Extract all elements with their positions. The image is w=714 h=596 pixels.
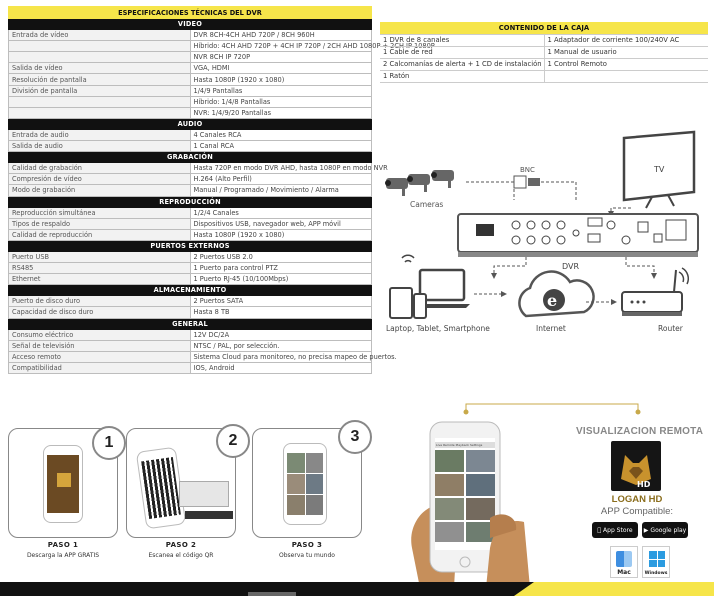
spec-section-header [9,196,372,207]
spec-value: Hasta 1080P (1920 x 1080) [190,74,372,85]
spec-section-label: ALMACENAMIENTO [9,285,372,296]
spec-section-label: REPRODUCCIÓN [9,196,372,207]
spec-value: 1 Puerto para control PTZ [190,263,372,274]
app-compatible-label: APP Compatible: [600,506,674,517]
devices-label: Laptop, Tablet, Smartphone [386,324,490,333]
spec-value: 1/2/4 Canales [190,207,372,218]
spec-value: Hasta 720P en modo DVR AHD, hasta 1080P en modo NVR [190,163,372,174]
spec-value: Manual / Programado / Movimiento / Alarma [190,185,372,196]
spec-row [9,107,372,118]
app-store-label: App Store [601,526,631,534]
spec-value: DVR 8CH-4CH AHD 720P / 8CH 960H [190,30,372,41]
spec-section-header [9,118,372,129]
spec-value: NVR: 1/4/9/20 Pantallas [190,107,372,118]
spec-key: Puerto de disco duro [9,296,191,307]
spec-table-title-row [9,7,372,19]
spec-row [9,251,372,262]
spec-key: Señal de televisión [9,340,191,351]
play-icon: ▶ [643,526,649,534]
box-contents-item: 1 Ratón [380,70,544,82]
spec-section-header [9,285,372,296]
spec-value: Hasta 8 TB [190,307,372,318]
spec-row [9,41,372,52]
spec-row [9,207,372,218]
step-1-description: Descarga la APP GRATIS [26,552,100,559]
box-contents-title: CONTENIDO DE LA CAJA [380,22,708,34]
box-contents-title-row [380,22,708,34]
spec-key: Entrada de vídeo [9,30,191,41]
box-contents-item: 2 Calcomanías de alerta + 1 CD de instalación [380,58,544,70]
box-contents-item: 1 Adaptador de corriente 100/240V AC [544,34,708,46]
spec-row [9,52,372,63]
spec-section-header [9,318,372,329]
mac-label: Mac [617,569,631,576]
footer-accent [514,582,714,596]
box-contents-row [380,58,708,70]
spec-section-label: PUERTOS EXTERNOS [9,240,372,251]
spec-value: 1 Puerto RJ-45 (10/100Mbps) [190,274,372,285]
internet-cloud-icon [519,272,593,316]
spec-value: 12V DC/2A [190,329,372,340]
spec-value: 2 Puertos USB 2.0 [190,251,372,262]
spec-row [9,163,372,174]
apple-icon [597,527,601,534]
box-contents-table [380,22,708,83]
phone-cameras-icon [283,443,327,525]
spec-row [9,263,372,274]
bnc-label: BNC [520,166,535,174]
spec-section-label: GRABACIÓN [9,152,372,163]
spec-value: 1 Canal RCA [190,141,372,152]
remote-view-title: VISUALIZACION REMOTA [576,426,704,437]
spec-row [9,30,372,41]
spec-key [9,96,191,107]
spec-key [9,107,191,118]
spec-value: 1/4/9 Pantallas [190,85,372,96]
dvr-unit-icon [185,511,233,519]
box-contents-item: 1 DVR de 8 canales [380,34,544,46]
spec-value: 2 Puertos SATA [190,296,372,307]
router-icon [622,268,688,316]
step-3-description: Observa tu mundo [279,552,335,559]
spec-row [9,340,372,351]
box-contents-item: 1 Manual de usuario [544,46,708,58]
cameras-icon [385,170,454,196]
spec-value: IOS, Android [190,362,372,373]
spec-row [9,362,372,373]
spec-row [9,63,372,74]
spec-section-header [9,152,372,163]
spec-value: Híbrido: 4CH AHD 720P + 4CH IP 720P / 2CH AHD 1080P + 2CH IP 1080P [190,41,372,52]
spec-row [9,229,372,240]
spec-section-header [9,19,372,30]
spec-key [9,52,191,63]
dvr-box-icon [179,481,229,507]
spec-row [9,185,372,196]
spec-key: Consumo eléctrico [9,329,191,340]
box-contents-item: 1 Control Remoto [544,58,708,70]
spec-value: VGA, HDMI [190,63,372,74]
step-2-label: PASO 2 [165,541,197,549]
internet-label: Internet [536,324,566,333]
spec-row [9,296,372,307]
spec-key [9,41,191,52]
box-contents-item: 1 Cable de red [380,46,544,58]
spec-value: Dispositivos USB, navegador web, APP móvil [190,218,372,229]
spec-key: División de pantalla [9,85,191,96]
dvr-label: DVR [562,262,580,271]
spec-value: Híbrido: 1/4/8 Pantallas [190,96,372,107]
spec-row [9,351,372,362]
spec-section-header [9,240,372,251]
spec-row [9,218,372,229]
google-play-label: Google play [650,526,687,534]
laptop-tablet-smartphone-icon [390,255,470,318]
spec-key: Ethernet [9,274,191,285]
step-2-description: Escanea el código QR [148,552,214,559]
finder-icon [616,551,632,567]
spec-row [9,74,372,85]
box-contents-row [380,70,708,82]
app-name: LOGAN HD [611,494,663,505]
step-1-label: PASO 1 [47,541,79,549]
cameras-label: Cameras [410,200,444,209]
dvr-icon [458,214,698,257]
wolf-logo-icon [611,441,661,491]
spec-key: Compresión de vídeo [9,174,191,185]
spec-value: Hasta 1080P (1920 x 1080) [190,229,372,240]
spec-row [9,174,372,185]
box-contents-row [380,46,708,58]
spec-row [9,85,372,96]
windows-icon [649,551,665,567]
windows-label: Windows [644,571,668,576]
spec-key: Calidad de reproducción [9,229,191,240]
spec-value: 4 Canales RCA [190,129,372,140]
spec-row [9,329,372,340]
windows-badge [642,546,670,578]
spec-row [9,274,372,285]
spec-key: Acceso remoto [9,351,191,362]
step-1-number: 1 [92,426,126,460]
spec-row [9,96,372,107]
box-contents-item [544,70,708,82]
spec-key: Reproducción simultánea [9,207,191,218]
logan-hd-logo [611,441,661,491]
footer-tab [248,592,296,596]
connection-diagram [376,130,706,348]
spec-value: Sistema Cloud para monitoreo, no precisa mapeo de puertos. [190,351,372,362]
spec-value: H.264 (Alto Perfil) [190,174,372,185]
spec-key: Salida de audio [9,141,191,152]
phone-tab-bar: Live Remote Playback Settings [436,443,483,447]
spec-key: Puerto USB [9,251,191,262]
box-contents-row [380,34,708,46]
step-3-label: PASO 3 [291,541,323,549]
step-3-number: 3 [338,420,372,454]
svg-text:HD: HD [637,480,651,489]
google-play-badge[interactable] [642,522,688,538]
router-label: Router [658,324,683,333]
spec-key: Entrada de audio [9,129,191,140]
spec-value: NTSC / PAL, por selección. [190,340,372,351]
spec-row [9,141,372,152]
spec-key: Resolución de pantalla [9,74,191,85]
spec-key: RS485 [9,263,191,274]
spec-value: NVR 8CH IP 720P [190,52,372,63]
spec-row [9,129,372,140]
spec-section-label: GENERAL [9,318,372,329]
spec-key: Tipos de respaldo [9,218,191,229]
spec-row [9,307,372,318]
spec-section-label: AUDIO [9,118,372,129]
svg-text:e: e [547,291,558,310]
spec-key: Compatibilidad [9,362,191,373]
phone-icon [43,445,83,523]
spec-key: Salida de vídeo [9,63,191,74]
step-2-number: 2 [216,424,250,458]
app-store-badge[interactable] [592,522,638,538]
spec-key: Calidad de grabación [9,163,191,174]
spec-key: Capacidad de disco duro [9,307,191,318]
tv-label: TV [654,165,665,174]
mac-badge [610,546,638,578]
spec-section-label: VIDEO [9,19,372,30]
spec-table-title: ESPECIFICACIONES TÉCNICAS DEL DVR [9,7,372,19]
spec-key: Modo de grabación [9,185,191,196]
